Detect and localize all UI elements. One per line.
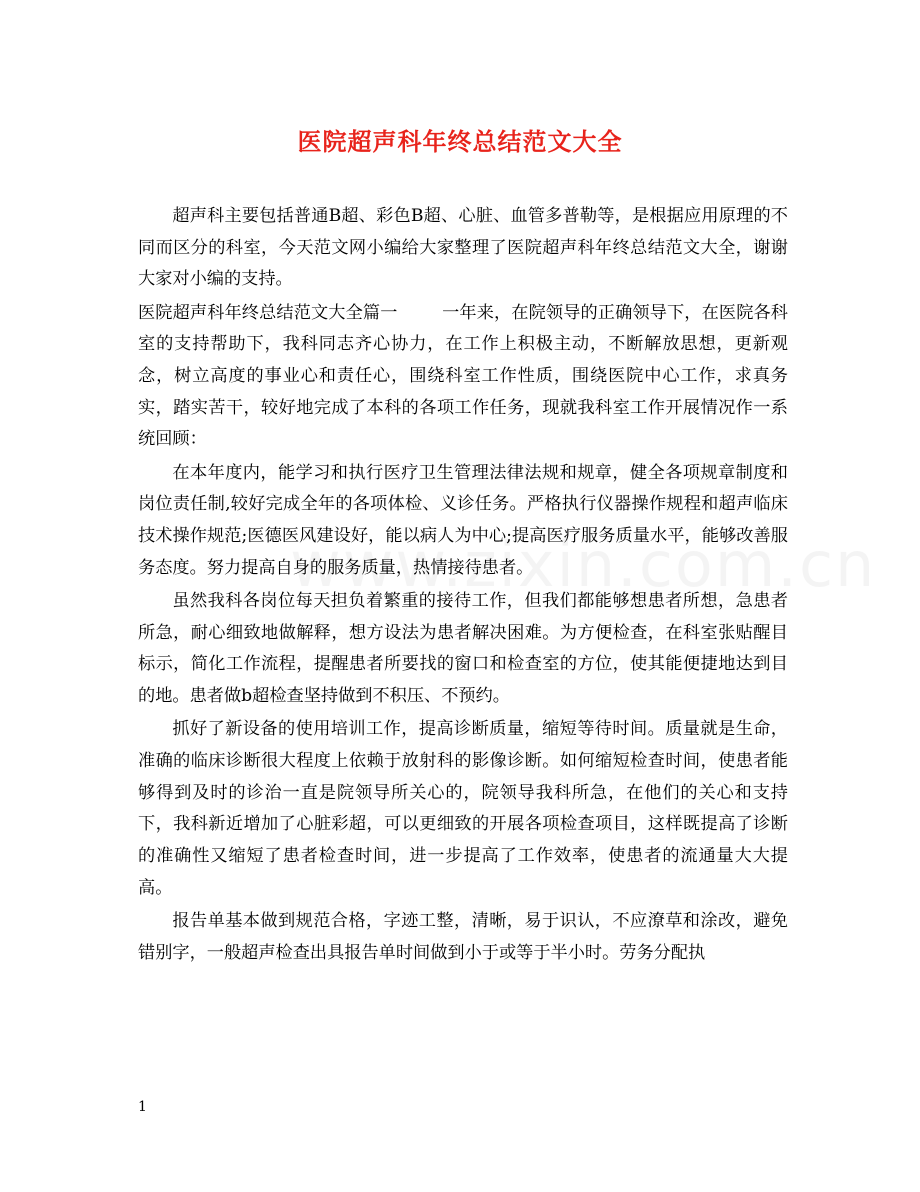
document-title: 医院超声科年终总结范文大全: [297, 127, 623, 156]
section-paragraph: [138, 298, 788, 457]
heading-gap: [398, 303, 443, 323]
body-paragraph-3: 抓好了新设备的使用培训工作，提高诊断质量，缩短等待时间。质量就是生命，准确的临床诊断很大程度上依赖于放射科的影像诊断。如何缩短检查时间，使患者能够得到及时的诊治一直是院领导所关心的，院领导我科所急，在他们的关心和支持下，我科新近增加了心脏彩超，可以更细致的开展各项检查项目，这样既提高了诊断的准确性又缩短了患者检查时间，进一步提高了工作效率，使患者的流通量大大提高。: [138, 719, 788, 898]
section-lead-text: 一年来，在院领导的正确领导下，在医院各科室的支持帮助下，我科同志齐心协力，在工作上积极主动，不断解放思想，更新观念，树立高度的事业心和责任心，围绕科室工作性质，围绕医院中心工作，求真务实，踏实苦干，较好地完成了本科的各项工作任务，现就我科室工作开展情况作一系统回顾：: [138, 302, 788, 450]
page-number: 1: [138, 1099, 147, 1115]
section-heading: 医院超声科年终总结范文大全篇一: [138, 302, 398, 323]
body-paragraph-4: 报告单基本做到规范合格，字迹工整，清晰，易于识认，不应潦草和涂改，避免错别字，一般超声检查出具报告单时间做到小于或等于半小时。劳务分配执: [138, 910, 788, 963]
intro-paragraph: 超声科主要包括普通B超、彩色B超、心脏、血管多普勒等，是根据应用原理的不同而区分的科室，今天范文网小编给大家整理了医院超声科年终总结范文大全，谢谢大家对小编的支持。: [138, 206, 788, 290]
body-paragraph-1: 在本年度内，能学习和执行医疗卫生管理法律法规和规章，健全各项规章制度和岗位责任制,较好完成全年的各项体检、义诊任务。严格执行仪器操作规程和超声临床技术操作规范;医德医风建设好，能以病人为中心;提高医疗服务质量水平，能够改善服务态度。努力提高自身的服务质量，热情接待患者。: [138, 462, 788, 578]
body-paragraph-2: 虽然我科各岗位每天担负着繁重的接待工作，但我们都能够想患者所想，急患者所急，耐心细致地做解释，想方设法为患者解决困难。为方便检查，在科室张贴醒目标示，简化工作流程，提醒患者所要找的窗口和检查室的方位，使其能便捷地达到目的地。患者做b超检查坚持做到不积压、不预约。: [138, 590, 788, 707]
document-body: [138, 201, 788, 971]
